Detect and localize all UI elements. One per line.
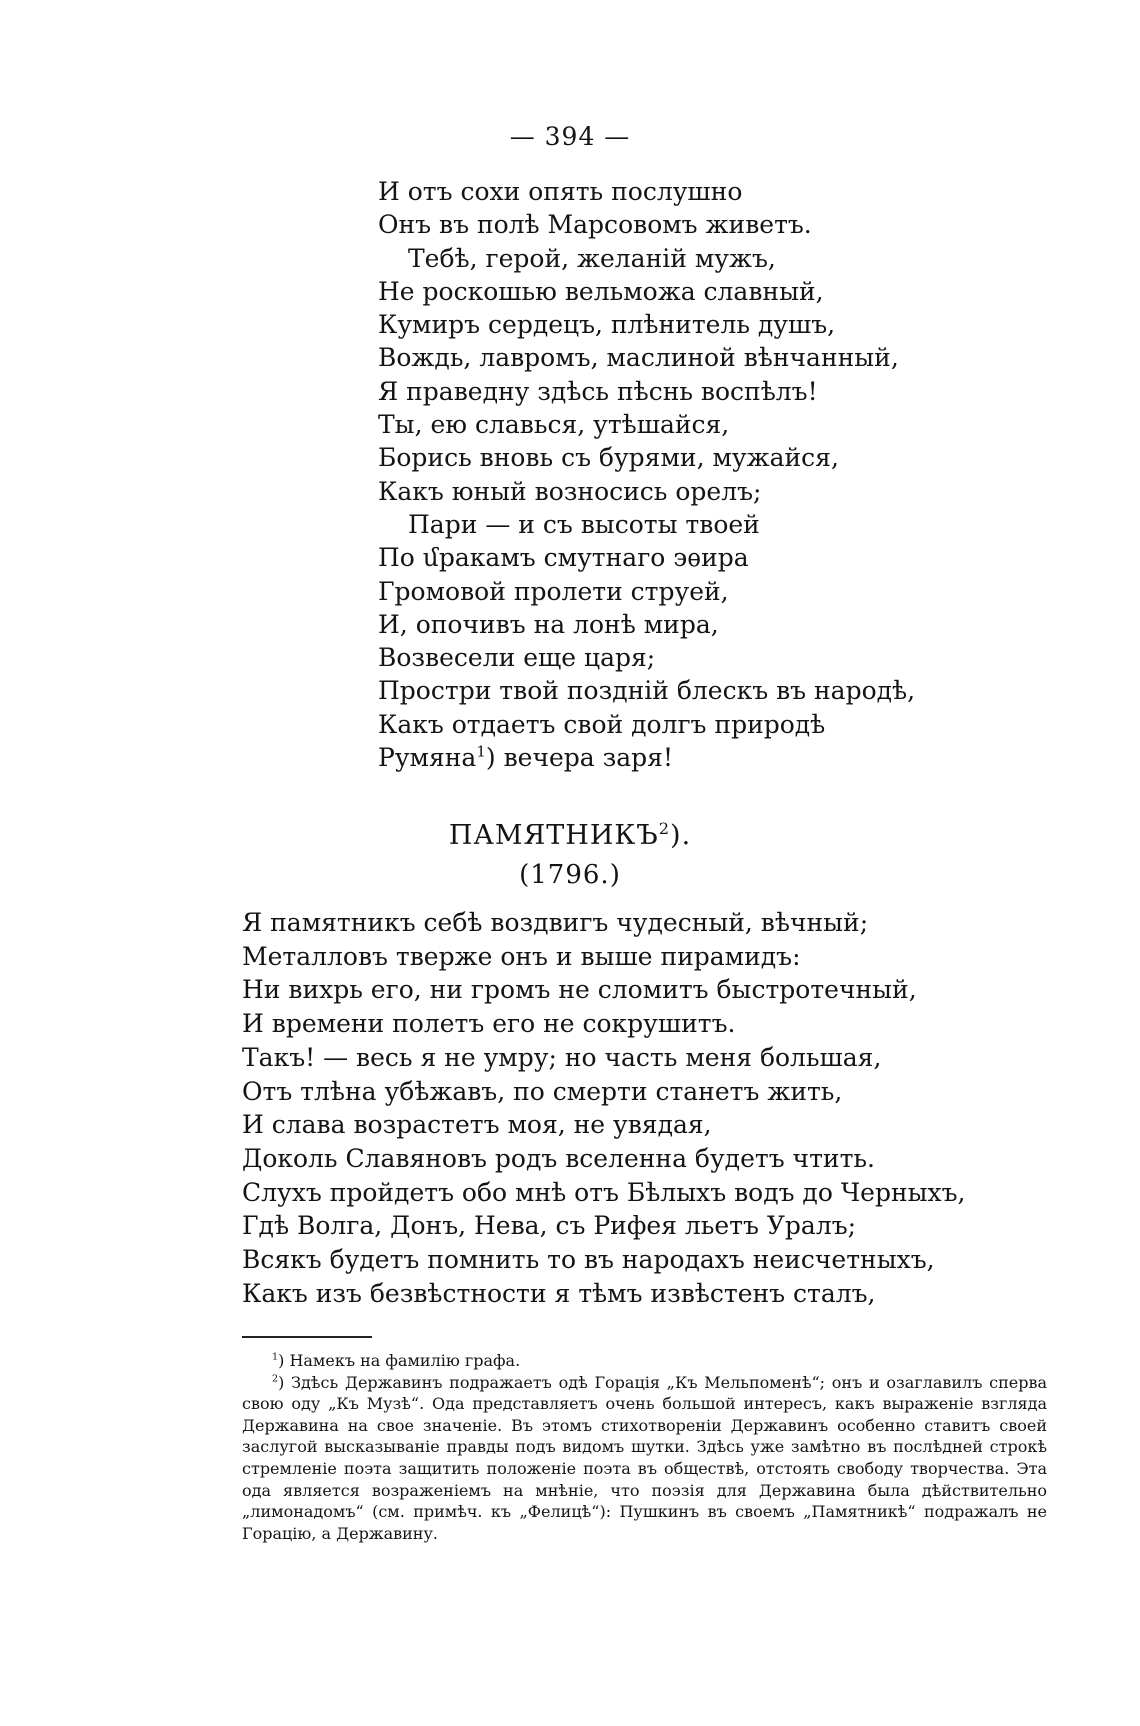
footnote-mark: 2 bbox=[272, 1373, 279, 1385]
poem-line: Отъ тлѣна убѣжавъ, по смерти станетъ жить, bbox=[242, 1076, 843, 1106]
poem-line: И времени полетъ его не сокрушитъ. bbox=[242, 1009, 736, 1039]
poem-line: Не роскошью вельможа славный, bbox=[378, 276, 824, 306]
footnote-1: $^1$) Намекъ на фамилію графа. bbox=[272, 1351, 521, 1370]
poem-line: И, опочивъ на лонѣ мира, bbox=[378, 609, 719, 639]
poem-line: Онъ въ полѣ Марсовомъ живетъ. bbox=[378, 210, 812, 240]
poem-line: Гдѣ Волга, Донъ, Нева, съ Рифея льетъ Уралъ; bbox=[242, 1211, 857, 1241]
poem-line: Возвесели еще царя; bbox=[378, 643, 656, 673]
poem-line: Доколь Славяновъ родъ вселенна будетъ чтить. bbox=[242, 1143, 875, 1173]
poem-line: Металловъ тверже онъ и выше пирамидъ: bbox=[242, 941, 801, 971]
poem-line: Борись вновь съ бурями, мужайся, bbox=[378, 443, 839, 473]
poem-line: И слава возрастетъ моя, не увядая, bbox=[242, 1110, 712, 1140]
poem-line: Простри твой поздній блескъ въ народѣ, bbox=[378, 676, 916, 706]
footnote-ref: 2 bbox=[658, 819, 671, 838]
poem-line: Я праведну здѣсь пѣснь воспѣлъ! bbox=[378, 376, 818, 406]
poem-line: Какъ отдаетъ свой долгъ природѣ bbox=[378, 709, 826, 739]
poem-line: Какъ изъ безвѣстности я тѣмъ извѣстенъ сталъ, bbox=[242, 1278, 876, 1308]
page-number: — 394 — bbox=[509, 122, 631, 151]
poem-line: Слухъ пройдетъ обо мнѣ отъ Бѣлыхъ водъ до Черныхъ, bbox=[242, 1177, 966, 1207]
poem-line: Ты, ею славься, утѣшайся, bbox=[378, 410, 730, 440]
poem-line: Ни вихрь его, ни громъ не сломитъ быстротечный, bbox=[242, 975, 917, 1005]
poem-line: Всякъ будетъ помнить то въ народахъ неисчетныхъ, bbox=[242, 1245, 935, 1275]
footnote-2: $^2$) Здѣсь Державинъ подражаетъ одѣ Горація „Къ Мельпоменѣ“; онъ и озаглавилъ сперва свою оду „Къ Музѣ“. Ода представляетъ очень большой интересъ, какъ выраженіе взгляда Державина на свое значеніе. Въ этомъ стихотвореніи Державинъ особенно ставитъ своей заслугой высказываніе правды подъ видомъ шутки. Здѣсь уже замѣтно въ послѣдней строкѣ стремленіе поэта защитить положеніе поэта въ обществѣ, отстоять свободу творчества. Эта ода является возраженіемъ на мнѣніе, что поэзія для Державина была дѣйствительно „лимонадомъ“ (см. примѣч. къ „Фелицѣ“): Пушкинъ въ своемъ „Памятникѣ“ подражалъ не Горацію, а Державину. bbox=[242, 1372, 1047, 1543]
poem-line: И отъ сохи опять послушно bbox=[378, 177, 743, 206]
poem-pamyatnik bbox=[242, 906, 965, 1310]
footnote-divider bbox=[242, 1336, 372, 1338]
poem-title: ПАМЯТНИКЪ$^2$). bbox=[448, 819, 692, 851]
poem-line: Румяна$^1$) вечера заря! bbox=[378, 742, 673, 773]
poem-line: Тебѣ, герой, желаній мужъ, bbox=[408, 243, 776, 273]
poem-line: Громовой пролети струей, bbox=[378, 576, 729, 606]
poem-line: Кумиръ сердецъ, плѣнитель душъ, bbox=[378, 310, 836, 340]
poem-line: По մракамъ смутнаго эѳира bbox=[378, 543, 749, 573]
poem-line: Вождь, лавромъ, маслиной вѣнчанный, bbox=[378, 343, 899, 373]
footnote-mark: 1 bbox=[272, 1351, 279, 1363]
footnotes bbox=[242, 1350, 1047, 1544]
poem-line: Какъ юный возносись орелъ; bbox=[378, 476, 762, 506]
poem-line: Такъ! — весь я не умру; но часть меня большая, bbox=[242, 1042, 882, 1072]
poem-line: Я памятникъ себѣ воздвигъ чудесный, вѣчный; bbox=[242, 908, 869, 937]
poem-continuation bbox=[378, 175, 915, 774]
footnote-ref: 1 bbox=[476, 742, 486, 761]
poem-line: Пари — и съ высоты твоей bbox=[408, 509, 760, 539]
poem-year: (1796.) bbox=[519, 860, 621, 890]
